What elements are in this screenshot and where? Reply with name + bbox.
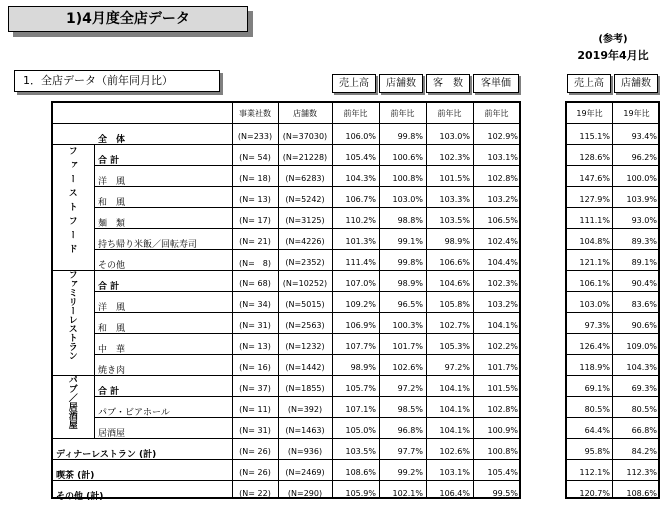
row-customers-yoy: 103.5% <box>439 216 470 225</box>
row-stores-yoy: 97.2% <box>397 384 423 393</box>
row-customers-yoy: 102.6% <box>439 447 470 456</box>
row-spend-yoy: 102.8% <box>487 174 518 183</box>
subheader-yoy-customers: 前年比 <box>437 109 462 118</box>
category-fast-food <box>52 146 90 262</box>
row-stores-vs2019: 112.3% <box>626 468 657 477</box>
row-stores-yoy: 100.3% <box>392 321 423 330</box>
row-label: 洋 風 <box>98 303 126 313</box>
row-label: ディナーレストラン (計) <box>56 450 157 460</box>
row-stores: (N=3125) <box>285 216 325 225</box>
row-customers-yoy: 102.3% <box>439 153 470 162</box>
row-companies: (N= 22) <box>239 489 271 498</box>
row-sales-vs2019: 127.9% <box>579 195 610 204</box>
category-family-restaurant <box>52 270 90 370</box>
row-sales-yoy: 105.9% <box>345 489 376 498</box>
header-stores: 店舗数 <box>379 74 423 93</box>
header-spend: 客単価 <box>473 74 519 93</box>
row-label: 和 風 <box>98 324 126 334</box>
row-customers-yoy: 103.3% <box>439 195 470 204</box>
row-stores-vs2019: 100.0% <box>626 174 657 183</box>
reference-period: 2019年4月比 <box>577 49 649 62</box>
row-stores-vs2019: 108.6% <box>626 489 657 498</box>
row-companies: (N= 37) <box>239 384 271 393</box>
row-label: 居酒屋 <box>98 429 126 439</box>
row-divider <box>52 480 520 481</box>
row-sales-vs2019: 112.1% <box>579 468 610 477</box>
category-pub <box>52 375 90 430</box>
row-divider <box>94 312 520 313</box>
row-sales-vs2019: 95.8% <box>584 447 610 456</box>
row-spend-yoy: 102.2% <box>487 342 518 351</box>
subheader-store-count: 店舗数 <box>293 109 317 118</box>
row-companies: (N= 21) <box>239 237 271 246</box>
row-stores: (N=936) <box>287 447 323 456</box>
row-customers-yoy: 106.4% <box>439 489 470 498</box>
row-sales-vs2019: 69.1% <box>584 384 610 393</box>
row-label: 全 体 <box>98 135 126 145</box>
header-customers: 客 数 <box>426 74 470 93</box>
row-spend-yoy: 102.8% <box>487 405 518 414</box>
row-spend-yoy: 106.5% <box>487 216 518 225</box>
row-sales-vs2019: 147.6% <box>579 174 610 183</box>
row-stores-yoy: 99.8% <box>397 258 423 267</box>
row-divider <box>94 354 520 355</box>
row-customers-yoy: 104.1% <box>439 405 470 414</box>
row-stores: (N=21228) <box>282 153 328 162</box>
row-companies: (N= 68) <box>239 279 271 288</box>
row-stores-vs2019: 93.0% <box>631 216 657 225</box>
row-sales-vs2019: 103.0% <box>579 300 610 309</box>
row-customers-yoy: 102.7% <box>439 321 470 330</box>
row-label: 和 風 <box>98 198 126 208</box>
row-sales-vs2019: 64.4% <box>584 426 610 435</box>
row-sales-yoy: 107.7% <box>345 342 376 351</box>
row-sales-yoy: 105.0% <box>345 426 376 435</box>
row-companies: (N= 34) <box>239 300 271 309</box>
row-customers-yoy: 98.9% <box>444 237 470 246</box>
row-label: 合 計 <box>98 282 120 292</box>
row-stores: (N=1442) <box>285 363 325 372</box>
row-sales-vs2019: 111.1% <box>579 216 610 225</box>
row-sales-vs2019: 128.6% <box>579 153 610 162</box>
row-customers-yoy: 104.1% <box>439 384 470 393</box>
row-spend-yoy: 105.4% <box>487 468 518 477</box>
row-spend-yoy: 102.3% <box>487 279 518 288</box>
row-stores-vs2019: 66.8% <box>631 426 657 435</box>
category-fast-food-label: ファーストフード <box>66 146 77 258</box>
row-companies: (N= 31) <box>239 426 271 435</box>
row-stores: (N=1463) <box>285 426 325 435</box>
row-stores: (N=392) <box>287 405 323 414</box>
column-divider <box>94 144 95 438</box>
row-stores-vs2019: 83.6% <box>631 300 657 309</box>
section-title: 1．全店データ（前年同月比） <box>14 70 220 92</box>
row-stores: (N=1232) <box>285 342 325 351</box>
row-label: 合 計 <box>98 156 120 166</box>
row-sales-vs2019: 97.3% <box>584 321 610 330</box>
row-sales-yoy: 111.4% <box>345 258 376 267</box>
row-divider <box>94 186 520 187</box>
row-label: その他 <box>98 261 126 271</box>
row-stores: (N=10252) <box>282 279 328 288</box>
row-customers-yoy: 103.1% <box>439 468 470 477</box>
row-stores: (N=6283) <box>285 174 325 183</box>
row-spend-yoy: 100.9% <box>487 426 518 435</box>
row-label: 喫茶 (計) <box>56 471 95 481</box>
row-spend-yoy: 99.5% <box>492 489 518 498</box>
row-sales-yoy: 110.2% <box>345 216 376 225</box>
row-divider <box>52 123 520 124</box>
row-sales-yoy: 104.3% <box>345 174 376 183</box>
row-customers-yoy: 105.3% <box>439 342 470 351</box>
subheader-yoy-spend: 前年比 <box>484 109 509 118</box>
row-stores-vs2019: 109.0% <box>626 342 657 351</box>
row-label: 中 華 <box>98 345 126 355</box>
row-stores-vs2019: 89.1% <box>631 258 657 267</box>
row-stores-yoy: 102.1% <box>392 489 423 498</box>
row-stores-yoy: 98.8% <box>397 216 423 225</box>
row-stores-vs2019: 93.4% <box>631 132 657 141</box>
row-stores-vs2019: 80.5% <box>631 405 657 414</box>
row-customers-yoy: 101.5% <box>439 174 470 183</box>
row-sales-yoy: 108.6% <box>345 468 376 477</box>
row-stores-vs2019: 89.3% <box>631 237 657 246</box>
row-stores-yoy: 96.5% <box>397 300 423 309</box>
row-stores-vs2019: 90.6% <box>631 321 657 330</box>
row-sales-yoy: 106.0% <box>345 132 376 141</box>
row-stores: (N=37030) <box>282 132 328 141</box>
row-stores: (N=2469) <box>285 468 325 477</box>
row-divider <box>94 396 520 397</box>
row-sales-vs2019: 106.1% <box>579 279 610 288</box>
row-stores-yoy: 99.1% <box>397 237 423 246</box>
row-stores-yoy: 100.6% <box>392 153 423 162</box>
row-stores: (N=5242) <box>285 195 325 204</box>
row-stores-vs2019: 103.9% <box>626 195 657 204</box>
row-label: 麺 類 <box>98 219 126 229</box>
row-companies: (N=233) <box>237 132 273 141</box>
row-companies: (N= 18) <box>239 174 271 183</box>
row-stores-yoy: 98.5% <box>397 405 423 414</box>
row-sales-vs2019: 80.5% <box>584 405 610 414</box>
row-companies: (N= 17) <box>239 216 271 225</box>
header-ref-sales: 売上高 <box>567 74 611 93</box>
row-sales-vs2019: 121.1% <box>579 258 610 267</box>
row-spend-yoy: 103.2% <box>487 300 518 309</box>
row-spend-yoy: 102.9% <box>487 132 518 141</box>
row-stores-yoy: 97.7% <box>397 447 423 456</box>
row-sales-yoy: 105.7% <box>345 384 376 393</box>
row-companies: (N= 26) <box>239 447 271 456</box>
row-divider <box>94 228 520 229</box>
row-label: パブ・ビアホール <box>98 408 170 418</box>
row-companies: (N= 31) <box>239 321 271 330</box>
row-stores-yoy: 96.8% <box>397 426 423 435</box>
row-spend-yoy: 100.8% <box>487 447 518 456</box>
row-stores: (N=2352) <box>285 258 325 267</box>
row-sales-yoy: 106.9% <box>345 321 376 330</box>
category-family-restaurant-label: ファミリーレストラン <box>66 270 77 360</box>
row-stores-vs2019: 84.2% <box>631 447 657 456</box>
subheader-companies: 事業社数 <box>239 109 271 118</box>
row-stores-yoy: 101.7% <box>392 342 423 351</box>
row-companies: (N= 8) <box>238 259 272 268</box>
category-pub-label: パブ／居酒屋 <box>66 375 77 429</box>
row-sales-vs2019: 120.7% <box>579 489 610 498</box>
row-stores: (N=290) <box>287 489 323 498</box>
row-stores-vs2019: 104.3% <box>626 363 657 372</box>
row-label: その他 (計) <box>56 492 104 502</box>
row-stores-yoy: 99.8% <box>397 132 423 141</box>
row-sales-yoy: 106.7% <box>345 195 376 204</box>
row-companies: (N= 13) <box>239 342 271 351</box>
row-label: 持ち帰り米飯／回転寿司 <box>98 240 198 250</box>
row-companies: (N= 26) <box>239 468 271 477</box>
row-label: 合 計 <box>98 387 120 397</box>
header-ref-stores: 店舗数 <box>614 74 658 93</box>
row-companies: (N= 13) <box>239 195 271 204</box>
row-sales-yoy: 105.4% <box>345 153 376 162</box>
page-title: 1)4月度全店データ <box>8 6 248 32</box>
row-spend-yoy: 101.7% <box>487 363 518 372</box>
row-stores: (N=1855) <box>285 384 325 393</box>
row-customers-yoy: 106.6% <box>439 258 470 267</box>
row-divider <box>94 291 520 292</box>
row-sales-vs2019: 126.4% <box>579 342 610 351</box>
row-spend-yoy: 102.4% <box>487 237 518 246</box>
row-stores: (N=4226) <box>285 237 325 246</box>
row-stores-yoy: 98.9% <box>397 279 423 288</box>
row-spend-yoy: 101.5% <box>487 384 518 393</box>
row-companies: (N= 54) <box>239 153 271 162</box>
row-customers-yoy: 103.0% <box>439 132 470 141</box>
reference-label: (参考) <box>598 34 628 45</box>
row-stores-yoy: 100.8% <box>392 174 423 183</box>
row-stores-yoy: 102.6% <box>392 363 423 372</box>
row-sales-yoy: 101.3% <box>345 237 376 246</box>
subheader-yoy-sales: 前年比 <box>343 109 368 118</box>
row-companies: (N= 16) <box>239 363 271 372</box>
row-stores-yoy: 103.0% <box>392 195 423 204</box>
row-label: 洋 風 <box>98 177 126 187</box>
row-sales-yoy: 98.9% <box>350 363 376 372</box>
row-companies: (N= 11) <box>239 405 271 414</box>
row-stores: (N=5015) <box>285 300 325 309</box>
row-label: 焼き肉 <box>98 366 126 376</box>
row-stores-yoy: 99.2% <box>397 468 423 477</box>
row-customers-yoy: 105.8% <box>439 300 470 309</box>
subheader-yoy-stores: 前年比 <box>390 109 415 118</box>
row-customers-yoy: 97.2% <box>444 363 470 372</box>
row-sales-yoy: 107.1% <box>345 405 376 414</box>
row-spend-yoy: 104.1% <box>487 321 518 330</box>
header-sales: 売上高 <box>332 74 376 93</box>
row-stores-vs2019: 90.4% <box>631 279 657 288</box>
row-customers-yoy: 104.6% <box>439 279 470 288</box>
row-spend-yoy: 103.2% <box>487 195 518 204</box>
row-divider <box>94 207 520 208</box>
row-customers-yoy: 104.1% <box>439 426 470 435</box>
row-stores-vs2019: 96.2% <box>631 153 657 162</box>
row-stores-vs2019: 69.3% <box>631 384 657 393</box>
row-sales-vs2019: 104.8% <box>579 237 610 246</box>
row-divider <box>94 165 520 166</box>
row-stores: (N=2563) <box>285 321 325 330</box>
row-sales-vs2019: 118.9% <box>579 363 610 372</box>
subheader-vs2019-stores: 19年比 <box>623 109 650 118</box>
row-divider <box>94 333 520 334</box>
row-spend-yoy: 104.4% <box>487 258 518 267</box>
row-spend-yoy: 103.1% <box>487 153 518 162</box>
row-sales-yoy: 103.5% <box>345 447 376 456</box>
row-sales-vs2019: 115.1% <box>579 132 610 141</box>
subheader-vs2019-sales: 19年比 <box>576 109 603 118</box>
row-sales-yoy: 109.2% <box>345 300 376 309</box>
row-sales-yoy: 107.0% <box>345 279 376 288</box>
